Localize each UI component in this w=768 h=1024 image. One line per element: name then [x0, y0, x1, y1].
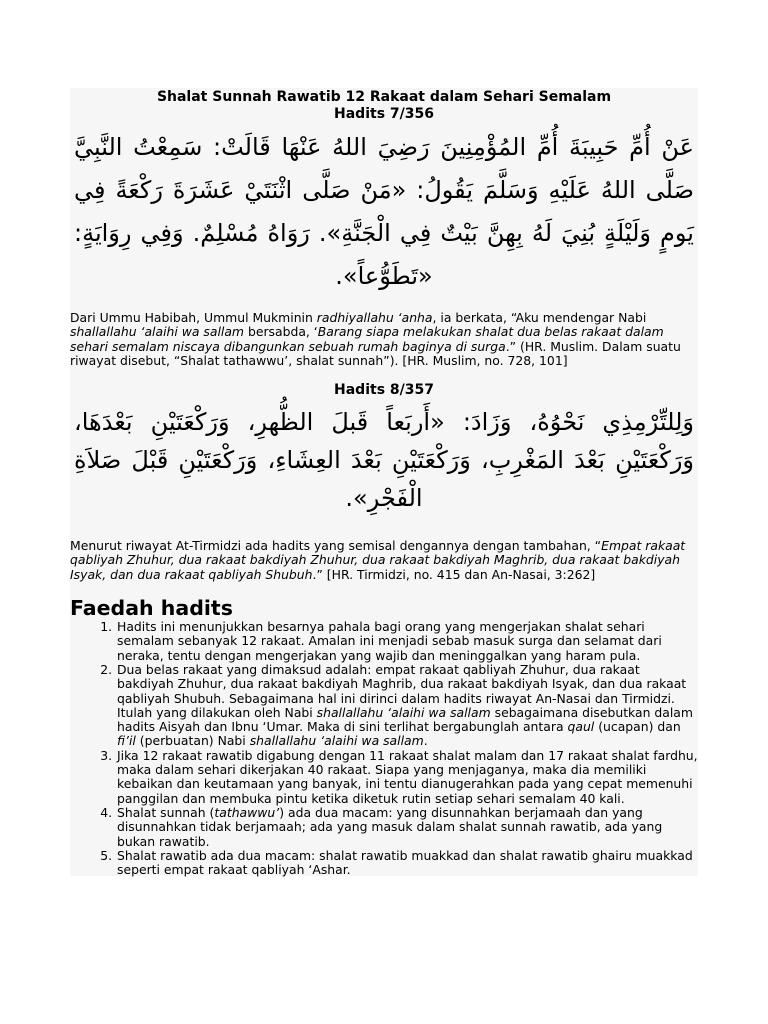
list-item-text: ) ada dua macam: yang disunnahkan berjamaah dan yang disunnahkan tidak berjamaah; ada yang masuk dalam shalat sunnah rawatib, ada yang bukan rawatib.	[117, 804, 663, 849]
list-item-text: .	[423, 733, 428, 749]
title-line-1: Shalat Sunnah Rawatib 12 Rakaat dalam Sehari Semalam	[156, 89, 612, 105]
list-item	[116, 806, 698, 849]
list-item-italic: shallallahu ‘alaihi wa sallam	[316, 704, 491, 720]
list-item-text: Dua belas rakaat yang dimaksud adalah: empat rakaat qabliyah Zhuhur, dua rakaat bakdiyah Zhuhur, dua rakaat bakdiyah Maghrib, dua rakaat bakdiyah Isyak, dan dua rakaat qabliyah Shubuh. Sebagaimana hal ini dirinci dalam hadits riwayat An-Nasai dan Tirmidzi. Itulah yang dilakukan oleh Nabi	[117, 661, 687, 720]
trans-7-text-7: .” (HR. Muslim. Dalam suatu riwayat disebut, “Shalat tathawwu’, shalat sunnah”). [HR. Muslim, no. 728, 101]	[70, 338, 681, 368]
list-item-text: sebagaimana disebutkan dalam hadits Aisyah dan Ibnu ‘Umar. Maka di sini terlihat bergabunglah antara	[117, 704, 693, 735]
list-item-text: (perbuatan) Nabi	[135, 733, 250, 749]
trans-7-text-2: radhiyallahu ‘anha	[316, 310, 433, 325]
trans-7-text-6: Barang siapa melakukan shalat dua belas rakaat dalam sehari semalam niscaya dibangunkan sebuah rumah baginya di surga	[70, 324, 664, 354]
trans-8-text-2: Empat rakaat qabliyah Zhuhur, dua rakaat bakdiyah Zhuhur, dua rakaat bakdiyah Maghrib, dua rakaat bakdiyah Isyak, dan dua rakaat qabliyah Shubuh	[70, 538, 686, 582]
list-item: 5. Shalat rawatib ada dua macam: shalat rawatib muakkad dan shalat rawatib ghairu muakkad seperti empat rakaat qabliyah ‘Ashar.	[116, 849, 698, 878]
hadits-8-number: Hadits 8/357	[334, 382, 434, 399]
faedah-heading: Faedah hadits	[70, 596, 233, 621]
list-item: 1. Hadits ini menunjukkan besarnya pahala bagi orang yang mengerjakan shalat sehari semalam sebanyak 12 rakaat. Amalan ini menjadi sebab masuk surga dan selamat dari neraka, tentu dengan mengerjakan yang wajib dan meninggalkan yang haram pula.	[116, 620, 698, 663]
list-item-italic: qaul	[567, 719, 595, 735]
trans-7-text-4: shallallahu ‘alaihi wa sallam	[70, 324, 245, 340]
trans-7-text-3: , ia berkata, “Aku mendengar Nabi	[432, 310, 647, 325]
list-item-italic: fi’il	[117, 733, 136, 749]
list-item-italic: tathawwu’	[214, 804, 280, 820]
page-title	[70, 89, 698, 123]
hadits-8-arabic: وَلِلتِّرْمِذِي نَحْوُهُ، وَزَادَ: «أَربَعاً قَبلَ الظُّهرِ، وَرَكْعَتَيْنِ بَعْدَهَا، وَرَكْعَتَيْنِ بَعْدَ المَغْرِبِ، وَرَكْعَتَيْنِ بَعْدَ العِشَاءِ، وَرَكْعَتَيْنِ قَبْلَ صَلاَةِ الْفَجْرِ».	[74, 408, 694, 513]
faedah-list	[70, 620, 698, 877]
list-item-text: (ucapan) dan	[594, 719, 681, 735]
hadits-7-translation	[70, 311, 698, 368]
trans-8-text-3: .” [HR. Tirmidzi, no. 415 dan An-Nasai, 3:262]	[312, 566, 596, 582]
trans-7-text-5: bersabda, ‘	[244, 324, 318, 340]
list-item	[116, 663, 698, 749]
list-item-text: Shalat sunnah (	[117, 804, 215, 820]
hadits-8-translation	[70, 539, 698, 582]
document-page	[70, 88, 698, 876]
hadits-7-arabic	[70, 126, 698, 298]
trans-7-text-1: Dari Ummu Habibah, Ummul Mukminin	[70, 310, 317, 325]
list-item-italic: shallallahu ‘alaihi wa sallam	[249, 733, 424, 749]
trans-8-text-1: Menurut riwayat At-Tirmidzi ada hadits yang semisal dengannya dengan tambahan, “	[70, 538, 602, 554]
hadits-7-arabic-riwayah: وَفِي رِوَايَةٍ: «تَطَوُّعاً».	[74, 219, 433, 290]
list-item: 3. Jika 12 rakaat rawatib digabung dengan 11 rakaat shalat malam dan 17 rakaat shalat fardhu, maka dalam sehari dikerjakan 40 rakaat. Siapa yang menjaganya, maka dia memiliki kebaikan dan keutamaan yang banyak, ini tentu dianugerahkan pada yang cepat memenuhi panggilan dan membuka pintu ketika diketuk rutin setiap sehari semalam 40 kali.	[116, 749, 698, 806]
hadits-7-arabic-main: عَنْ أُمِّ حَبِيبَةَ أُمِّ المُؤْمِنِينَ رَضِيَ اللهُ عَنْهَا قَالَتْ: سَمِعْتُ النَّبِيَّ صَلَّى اللهُ عَلَيْهِ وَسَلَّمَ يَقُولُ: «مَنْ صَلَّى اثْنَتَيْ عَشَرَةَ رَكْعَةً فِي يَومٍ وَلَيْلَةٍ بُنِيَ لَهُ بِهِنَّ بَيْتٌ فِي الْجَنَّةِ». رَوَاهُ مُسْلِمٌ.	[74, 133, 694, 247]
hadits-7-number: Hadits 7/356	[334, 106, 434, 122]
